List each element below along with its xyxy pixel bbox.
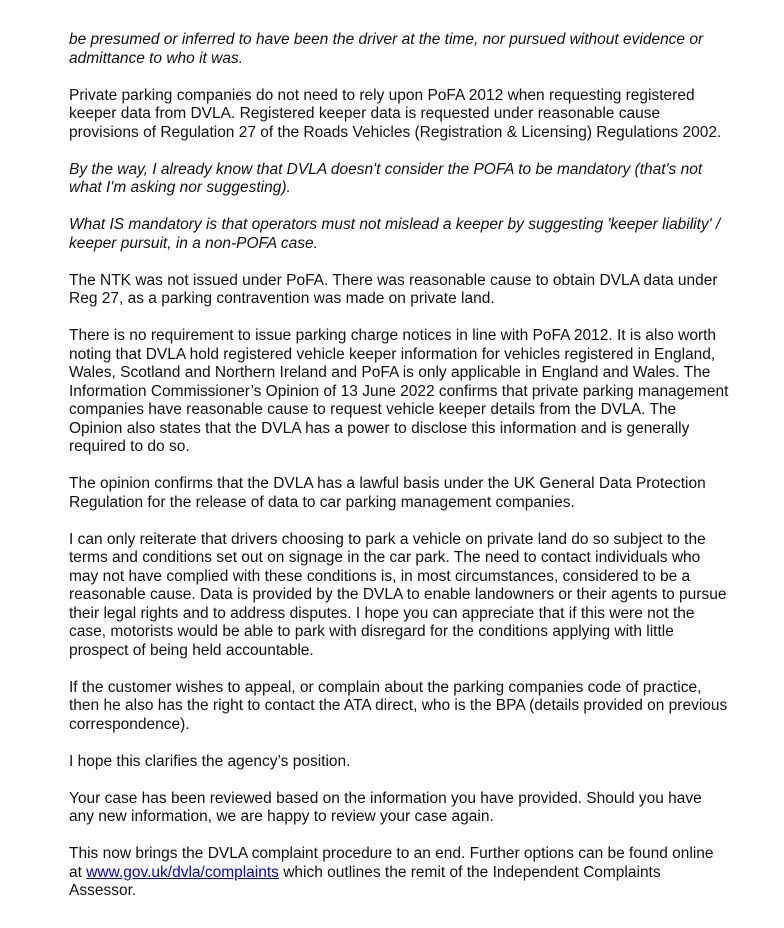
paragraph	[69, 327, 729, 457]
letter-body	[69, 31, 729, 919]
paragraph-text: The NTK was not issued under PoFA. There was reasonable cause to obtain DVLA data under Reg 27, as a parking contravention was made on private land.	[69, 271, 718, 307]
paragraph-text: The opinion confirms that the DVLA has a lawful basis under the UK General Data Protection Regulation for the release of data to car parking management companies.	[69, 475, 706, 511]
paragraph	[69, 845, 729, 901]
paragraph	[69, 87, 729, 143]
paragraph-text: Private parking companies do not need to rely upon PoFA 2012 when requesting registered keeper data from DVLA. Registered keeper data is requested under reasonable cause provisions of Regulation 27 of the Roads Vehicles (Registration & Licensing) Regulations 2002.	[69, 86, 722, 141]
paragraph	[69, 216, 729, 253]
paragraph-text: There is no requirement to issue parking charge notices in line with PoFA 2012. It is also worth noting that DVLA hold registered vehicle keeper information for vehicles registered in England, Wales, Scotland and Northern Ireland and PoFA is only applicable in England and Wales. The Information Commissioner’s Opinion of 13 June 2022 confirms that private parking management companies have reasonable cause to request vehicle keeper details from the DVLA. The Opinion also states that the DVLA has a power to disclose this information and is generally required to do so.	[69, 327, 729, 455]
paragraph-text: I can only reiterate that drivers choosing to park a vehicle on private land do so subject to the terms and conditions set out on signage in the car park. The need to contact individuals who may not have complied with these conditions is, in most circumstances, considered to be a reasonable cause. Data is provided by the DVLA to enable landowners or their agents to pursue their legal rights and to address disputes. I hope you can appreciate that if this were not the case, motorists would be able to park with disregard for the conditions applying with little prospect of being held accountable.	[69, 530, 727, 659]
paragraph-text: By the way, I already know that DVLA doesn't consider the POFA to be mandatory (that's not what I'm asking nor suggesting).	[69, 160, 703, 196]
paragraph-text: This now brings the DVLA complaint procedure to an end. Further options can be found online at	[69, 845, 714, 881]
paragraph	[69, 753, 729, 772]
paragraph	[69, 272, 729, 309]
paragraph-text: Your case has been reviewed based on the information you have provided. Should you have any new information, we are happy to review your case again.	[69, 789, 702, 825]
paragraph-text: which outlines the remit of the Independent Complaints Assessor.	[69, 863, 661, 899]
paragraph-text: If the customer wishes to appeal, or complain about the parking companies code of practice, then he also has the right to contact the ATA direct, who is the BPA (details provided on previous correspondence).	[69, 678, 728, 733]
paragraph-text: I hope this clarifies the agency’s position.	[69, 752, 351, 770]
paragraph	[69, 531, 729, 661]
paragraph	[69, 679, 729, 735]
paragraph	[69, 790, 729, 827]
paragraph	[69, 475, 729, 512]
paragraph	[69, 31, 729, 68]
complaints-link[interactable]: www.gov.uk/dvla/complaints	[86, 863, 279, 881]
paragraph-text: What IS mandatory is that operators must not mislead a keeper by suggesting 'keeper liability' / keeper pursuit, in a non-POFA case.	[69, 216, 721, 252]
paragraph	[69, 161, 729, 198]
paragraph-text: be presumed or inferred to have been the driver at the time, nor pursued without evidence or admittance to who it was.	[69, 31, 704, 67]
